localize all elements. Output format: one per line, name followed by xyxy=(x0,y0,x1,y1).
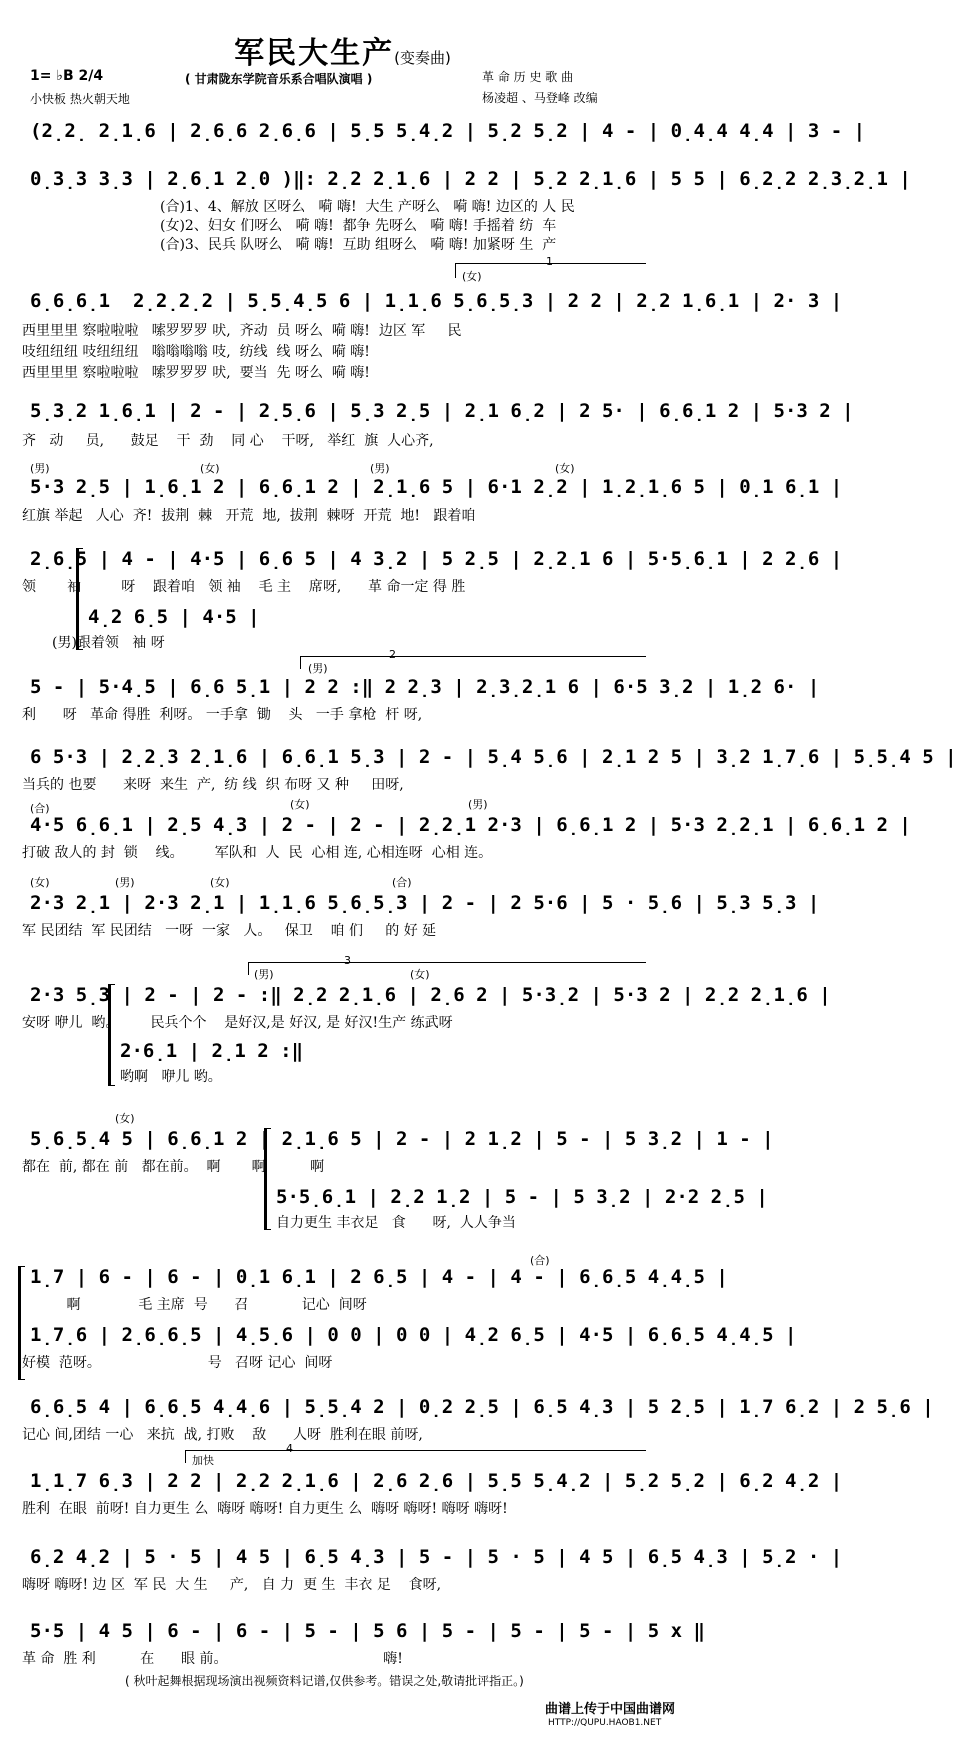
volta-number: 4 xyxy=(286,1442,293,1455)
score-row-15: 1̣1̣7 6̣3 | 2 2 | 2̣2 2̣1̣6 | 2̣6 2̣6 | 5̣5 5̣4̣2 | 5̣2 5̣2 | 6̣2 4̣2 | xyxy=(30,1470,843,1492)
lyric-row-4: 齐 动 员, 鼓足 干 劲 同 心 干呀, 举红 旗 人心齐, xyxy=(22,433,434,449)
lyric-row-10: 军 民团结 军 民团结 一呀 一家 人。 保卫 咱 们 的 好 延 xyxy=(22,923,437,939)
part-tag: (女) xyxy=(200,462,220,475)
lyric-row-13: 啊 毛 主席 号 召 记心 间呀 xyxy=(22,1297,367,1313)
score-row-2: 0̣3̣3 3̣3 | 2̣6̣1 2̣0 )‖: 2̣2 2̣1̣6 | 2 2 | 5̣2 2̣1̣6 | 5 5 | 6̣2̣2 2̣3̣2̣1 | xyxy=(30,168,911,190)
lyric-row-3-1: 西里里里 察啦啦啦 嗦罗罗罗 吠, 齐动 员 呀么 嗬 嗨! 边区 军 民 xyxy=(22,323,462,339)
lyric-row-11-lower: 哟啊 咿儿 哟。 xyxy=(120,1069,222,1085)
volta-bracket-4 xyxy=(185,1442,646,1463)
lyric-row-6-lower: (男)跟着领 袖 呀 xyxy=(52,635,165,651)
lyric-row-16: 嗨呀 嗨呀! 边 区 军 民 大 生 产, 自 力 更 生 丰衣 足 食呀, xyxy=(22,1577,442,1593)
part-tag: (男) xyxy=(115,876,135,889)
lyric-row-2-2: (女)2、妇女 们呀么 嗬 嗨! 都争 先呀么 嗬 嗨! 手摇着 纺 车 xyxy=(160,218,557,234)
volta-number: 3 xyxy=(344,954,351,967)
score-row-6: 2̣6̣5 | 4 - | 4·5 | 6̣6 5 | 4 3̣2 | 5 2̣5 | 2̣2̣1 6 | 5·5̣6̣1 | 2 2̣6 | xyxy=(30,548,843,570)
part-tag: (女) xyxy=(410,968,430,981)
score-row-13: 1̣7 | 6 - | 6 - | 0̣1 6̣1 | 2 6̣5 | 4 - | 4 - | 6̣6̣5 4̣4̣5 | xyxy=(30,1266,728,1288)
part-tag: (合) xyxy=(392,876,412,889)
part-tag: (女) xyxy=(290,798,310,811)
watermark-url: HTTP://QUPU.HAOB1.NET xyxy=(548,1718,662,1728)
score-row-9: 4·5 6̣6̣1 | 2̣5 4̣3 | 2 - | 2 - | 2̣2̣1 2·3 | 6̣6̣1 2 | 5·3 2̣2̣1 | 6̣6̣1 2 | xyxy=(30,814,911,836)
lyric-row-11: 安呀 咿儿 哟。 民兵个个 是好汉,是 好汉, 是 好汉!生产 练武呀 xyxy=(22,1015,453,1031)
score-row-4: 5̣3̣2 1̣6̣1 | 2 - | 2̣5̣6 | 5̣3 2̣5 | 2̣1 6̣2 | 2 5· | 6̣6̣1 2 | 5·3 2 | xyxy=(30,400,854,422)
lyric-row-3-2: 吱纽纽纽 吱纽纽纽 嗡嗡嗡嗡 吱, 纺线 线 呀么 嗬 嗨! xyxy=(22,344,370,360)
part-tag: (女) xyxy=(115,1112,135,1125)
score-row-1: (2̣2̣ 2̣1̣6 | 2̣6̣6 2̣6̣6 | 5̣5 5̣4̣2 | 5̣2 5̣2 | 4 - | 0̣4̣4 4̣4 | 3 - | xyxy=(30,120,866,142)
system-brace xyxy=(108,984,115,1086)
score-row-12: 5̣6̣5̣4 5 | 6̣6̣1 2 | 2̣1̣6 5 | 2 - | 2 1̣2 | 5 - | 5 3̣2 | 1 - | xyxy=(30,1128,774,1150)
score-row-17: 5·5 | 4 5 | 6 - | 6 - | 5 - | 5 6 | 5 - | 5 - | 5 - | 5 x ‖ xyxy=(30,1620,705,1642)
score-row-5: 5·3 2̣5 | 1̣6̣1 2 | 6̣6̣1 2 | 2̣1̣6 5 | 6·1 2̣2 | 1̣2̣1̣6 5 | 0̣1 6̣1 | xyxy=(30,476,843,498)
score-row-11-lower: 2·6̣1 | 2̣1 2 :‖ xyxy=(120,1040,304,1062)
score-row-3: 6̣6̣6̣1 2̣2̣2̣2 | 5̣5̣4̣5 6 | 1̣1̣6 5̣6̣5̣3 | 2 2 | 2̣2 1̣6̣1 | 2· 3 | xyxy=(30,290,843,312)
part-tag: (男) xyxy=(308,662,328,675)
lyric-row-12-lower: 自力更生 丰衣足 食 呀, 人人争当 xyxy=(276,1215,516,1231)
lyric-row-15: 胜利 在眼 前呀! 自力更生 么 嗨呀 嗨呀! 自力更生 么 嗨呀 嗨呀! 嗨呀 嗨呀! xyxy=(22,1501,508,1517)
score-row-8: 6 5·3 | 2̣2̣3 2̣1̣6 | 6̣6̣1 5̣3 | 2 - | 5̣4 5̣6 | 2̣1 2 5 | 3̣2 1̣7̣6 | 5̣5̣4 5 | xyxy=(30,746,957,768)
score-row-13-lower: 1̣7̣6 | 2̣6̣6̣5 | 4̣5̣6 | 0 0 | 0 0 | 4̣2 6̣5 | 4·5 | 6̣6̣5 4̣4̣5 | xyxy=(30,1324,797,1346)
title-suffix: (变奏曲) xyxy=(394,49,451,67)
score-row-11: 2·3 5̣3 | 2 - | 2 - :‖ 2̣2 2̣1̣6 | 2̣6 2 | 5·3̣2 | 5·3 2 | 2̣2 2̣1̣6 | xyxy=(30,984,831,1006)
part-tag: (女) xyxy=(462,270,482,283)
title-text: 军民大生产 xyxy=(234,36,395,71)
part-tag: (女) xyxy=(555,462,575,475)
lyric-row-2-1: (合)1、4、解放 区呀么 嗬 嗨! 大生 产呀么 嗬 嗨! 边区的 人 民 xyxy=(160,199,575,215)
performer-subtitle: ( 甘肃陇东学院音乐系合唱队演唱 ) xyxy=(185,72,373,86)
key-signature: 1= ♭B 2/4 xyxy=(30,68,104,84)
watermark-text: 曲谱上传于中国曲谱网 xyxy=(545,1702,676,1717)
song-title xyxy=(0,28,685,72)
lyric-row-8: 当兵的 也要 来呀 来生 产, 纺 线 织 布呀 又 种 田呀, xyxy=(22,777,404,793)
lyric-row-2-3: (合)3、民兵 队呀么 嗬 嗨! 互助 组呀么 嗬 嗨! 加紧呀 生 产 xyxy=(160,237,557,253)
score-row-14: 6̣6̣5 4 | 6̣6̣5 4̣4̣6 | 5̣5̣4 2 | 0̣2 2̣5 | 6̣5 4̣3 | 5 2̣5 | 1̣7 6̣2 | 2 5̣6 | xyxy=(30,1396,934,1418)
tempo-marking: 小快板 热火朝天地 xyxy=(30,92,130,106)
part-tag: (男) xyxy=(254,968,274,981)
volta-bracket-2 xyxy=(300,648,646,669)
volta-number: 2 xyxy=(389,648,396,661)
arrangers: 杨凌超 、马登峰 改编 xyxy=(482,91,598,105)
part-tag: (合) xyxy=(30,802,50,815)
lyric-row-6: 领 袖 呀 跟着咱 领 袖 毛 主 席呀, 革 命一定 得 胜 xyxy=(22,579,466,595)
volta-bracket-1 xyxy=(455,255,646,278)
lyric-row-14: 记心 间,团结 一心 来抗 战, 打败 敌 人呀 胜利在眼 前呀, xyxy=(22,1427,423,1443)
lyric-row-3-3: 西里里里 察啦啦啦 嗦罗罗罗 吠, 要当 先 呀么 嗬 嗨! xyxy=(22,365,370,381)
lyric-row-5: 红旗 举起 人心 齐! 拔荆 棘 开荒 地, 拔荆 棘呀 开荒 地! 跟着咱 xyxy=(22,508,476,524)
score-row-16: 6̣2 4̣2 | 5 · 5 | 4 5 | 6̣5 4̣3 | 5 - | 5 · 5 | 4 5 | 6̣5 4̣3 | 5̣2 · | xyxy=(30,1546,843,1568)
tempo-change: 加快 xyxy=(192,1454,214,1467)
part-tag: (合) xyxy=(530,1254,550,1267)
part-tag: (男) xyxy=(370,462,390,475)
score-row-7: 5 - | 5·4̣5 | 6̣6 5̣1 | 2 2 :‖ 2 2̣3 | 2̣3̣2̣1 6 | 6·5 3̣2 | 1̣2 6· | xyxy=(30,676,820,698)
volta-bracket-3 xyxy=(248,954,646,975)
score-row-6-lower: 4̣2 6̣5 | 4·5 | xyxy=(88,606,260,628)
volta-number: 1 xyxy=(546,255,553,268)
lyric-row-12: 都在 前, 都在 前 都在前。 啊 啊 啊 xyxy=(22,1159,325,1175)
part-tag: (女) xyxy=(210,876,230,889)
lyric-row-13-lower: 好模 范呀。 号 召呀 记心 间呀 xyxy=(22,1355,333,1371)
part-tag: (男) xyxy=(468,798,488,811)
part-tag: (女) xyxy=(30,876,50,889)
score-row-12-lower: 5·5̣6̣1 | 2̣2 1̣2 | 5 - | 5 3̣2 | 2·2 2̣5 | xyxy=(276,1186,768,1208)
part-tag: (男) xyxy=(30,462,50,475)
lyric-row-17: 革 命 胜 利 在 眼 前。 嗨! xyxy=(22,1651,403,1667)
system-brace xyxy=(264,1128,271,1230)
lyric-row-9: 打破 敌人的 封 锁 线。 军队和 人 民 心相 连, 心相连呀 心相 连。 xyxy=(22,845,493,861)
score-row-10: 2·3 2̣1 | 2·3 2̣1 | 1̣1̣6 5̣6̣5̣3 | 2 - | 2 5·6 | 5 · 5̣6 | 5̣3 5̣3 | xyxy=(30,892,820,914)
song-category: 革 命 历 史 歌 曲 xyxy=(482,70,574,84)
footer-note: ( 秋叶起舞根据现场演出视频资料记谱,仅供参考。错误之处,敬请批评指正。) xyxy=(125,1674,524,1688)
lyric-row-7: 利 呀 革命 得胜 利呀。 一手拿 锄 头 一手 拿枪 杆 呀, xyxy=(22,707,423,723)
